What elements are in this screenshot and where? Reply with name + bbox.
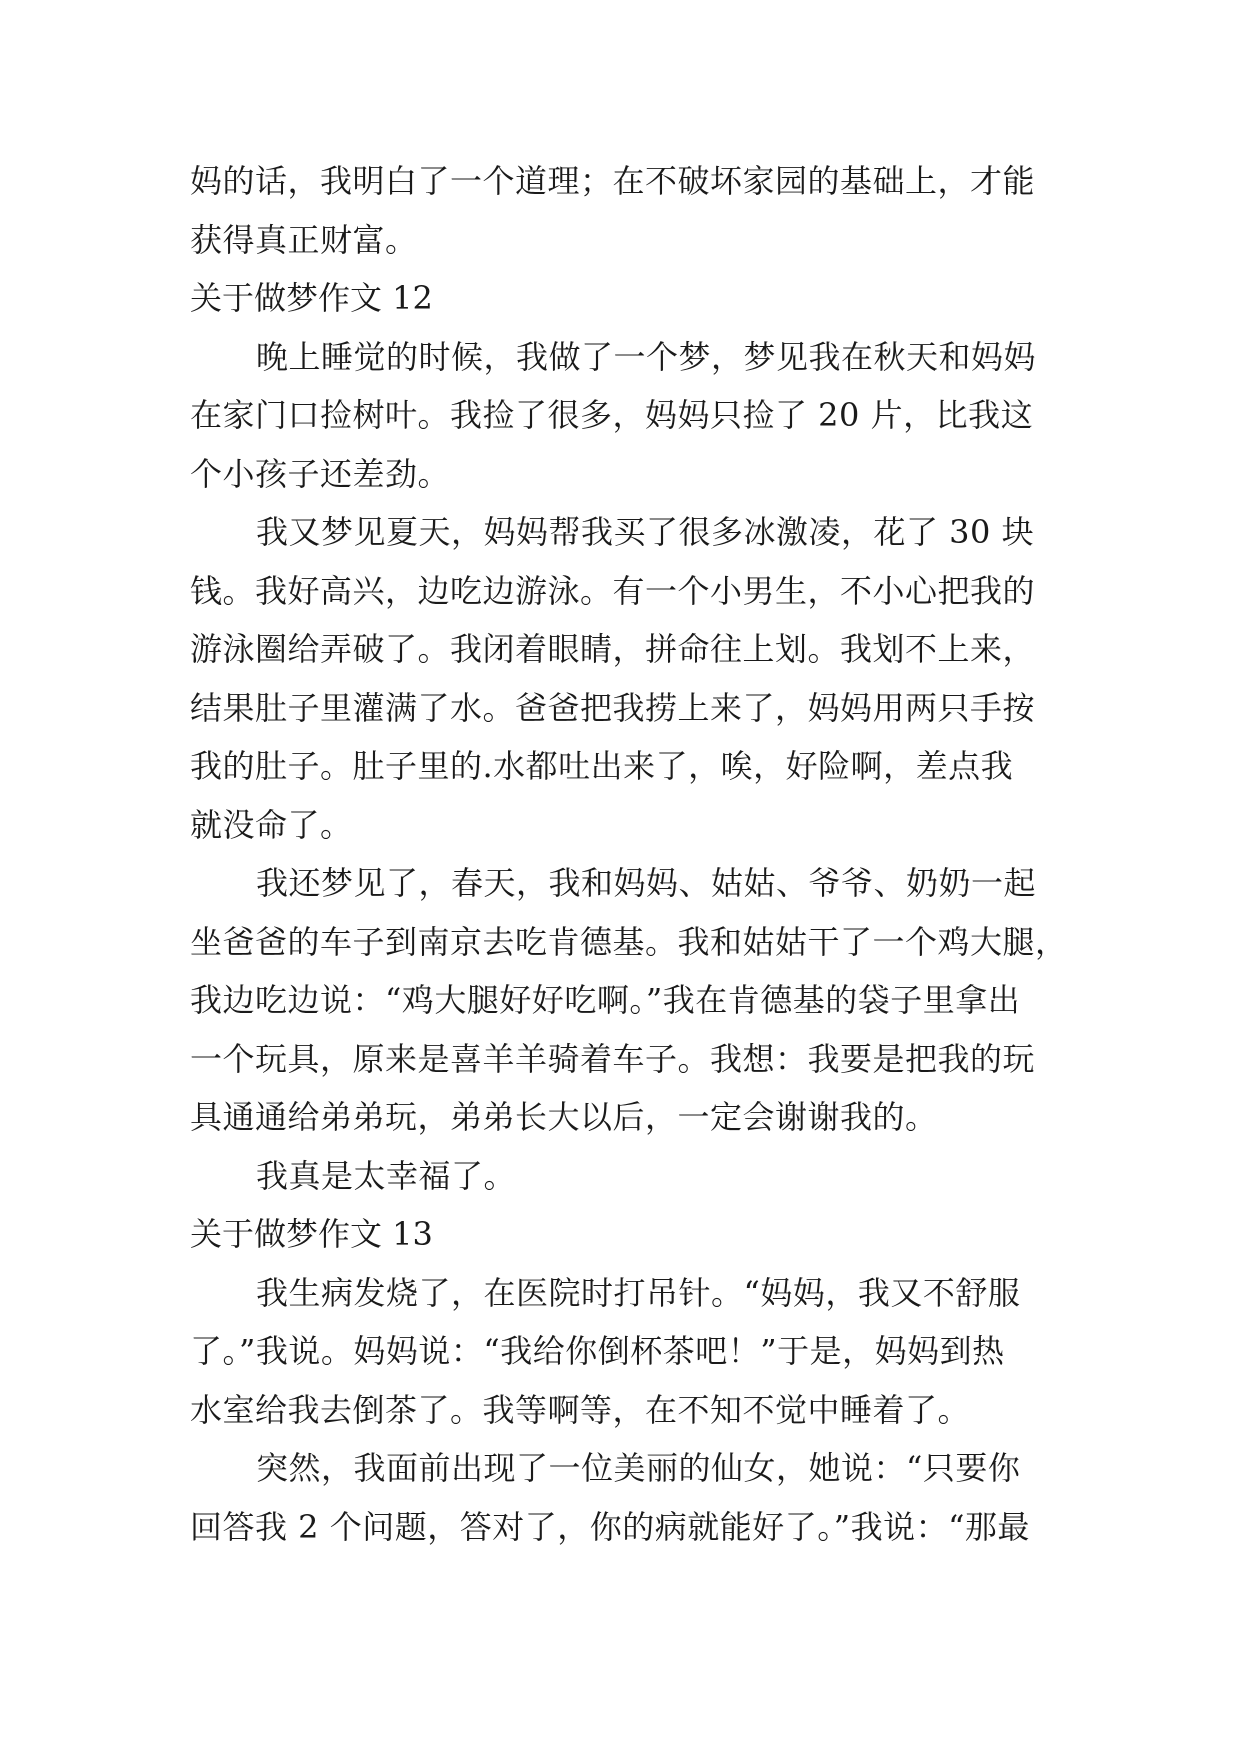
text-line: 游泳圈给弄破了。我闭着眼睛，拼命往上划。我划不上来，: [190, 630, 1036, 668]
text-line: 一个玩具，原来是喜羊羊骑着车子。我想：我要是把我的玩: [190, 1039, 1036, 1078]
text-line: 我的肚子。肚子里的.水都吐出来了，唉，好险啊，差点我: [190, 747, 1014, 785]
section-heading: 关于做梦作文 12: [190, 279, 433, 317]
paragraph-start-line: 晚上睡觉的时候，我做了一个梦，梦见我在秋天和妈妈: [256, 337, 1037, 376]
text-line: 获得真正财富。: [190, 220, 418, 259]
text-line: 水室给我去倒茶了。我等啊等，在不知不觉中睡着了。: [190, 1390, 971, 1429]
paragraph-start-line: 我还梦见了，春天，我和妈妈、姑姑、爷爷、奶奶一起: [256, 864, 1037, 902]
text-line: 妈的话，我明白了一个道理；在不破坏家园的基础上，才能: [190, 162, 1036, 200]
text-line: 了。”我说。妈妈说：“我给你倒杯茶吧！”于是，妈妈到热: [190, 1332, 1005, 1370]
paragraph-start-line: 我又梦见夏天，妈妈帮我买了很多冰激凌，花了 30 块: [256, 513, 1035, 551]
text-line: 我边吃边说：“鸡大腿好好吃啊。”我在肯德基的袋子里拿出: [190, 981, 1021, 1019]
section-heading: 关于做梦作文 13: [190, 1215, 433, 1253]
text-line: 钱。我好高兴，边吃边游泳。有一个小男生，不小心把我的: [190, 571, 1036, 610]
text-line: 在家门口捡树叶。我捡了很多，妈妈只捡了 20 片，比我这: [190, 396, 1034, 434]
paragraph-start-line: 我生病发烧了，在医院时打吊针。“妈妈，我又不舒服: [256, 1273, 1021, 1312]
paragraph-start-line: 我真是太幸福了。: [256, 1156, 517, 1195]
text-line: 具通通给弟弟玩，弟弟长大以后，一定会谢谢我的。: [190, 1098, 938, 1136]
text-line: 回答我 2 个问题，答对了，你的病就能好了。”我说：“那最: [190, 1507, 1030, 1546]
text-line: 结果肚子里灌满了水。爸爸把我捞上来了，妈妈用两只手按: [190, 688, 1036, 727]
text-line: 个小孩子还差劲。: [190, 454, 451, 493]
text-line: 就没命了。: [190, 805, 353, 844]
paragraph-start-line: 突然，我面前出现了一位美丽的仙女，她说：“只要你: [256, 1449, 1021, 1487]
text-line: 坐爸爸的车子到南京去吃肯德基。我和姑姑干了一个鸡大腿，: [190, 922, 1068, 961]
document-body: [190, 152, 1068, 1556]
